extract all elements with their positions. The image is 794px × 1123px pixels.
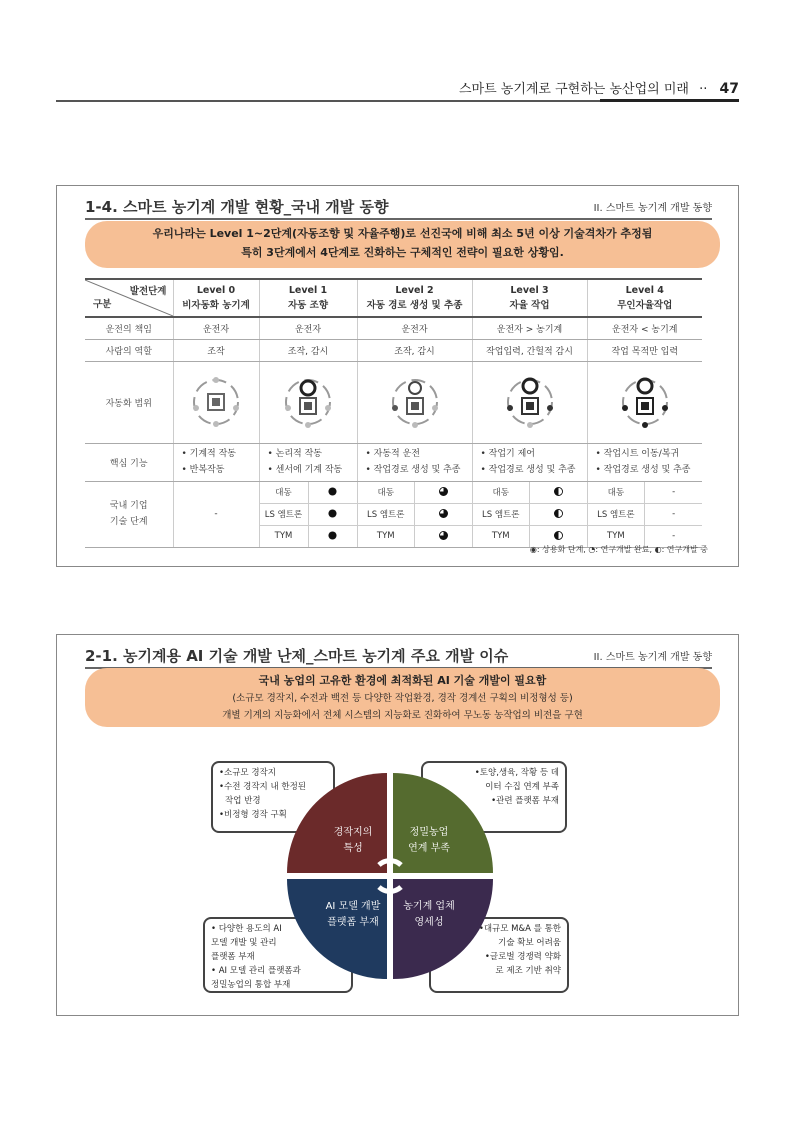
quadrant-label-line: 특성 [343, 843, 363, 854]
level-header [173, 279, 259, 317]
company-name: 대동 [588, 482, 645, 504]
core-function-cell: • 논리적 작동 • 센서에 기계 작동 [259, 443, 357, 481]
core-function-item: 작업경로 생성 및 추종 [603, 465, 691, 475]
unmanned-autonomous-icon [615, 372, 675, 432]
company-table [358, 482, 472, 547]
separator: ·· [699, 82, 708, 97]
company-row [260, 482, 357, 504]
quadrant-label-line: 농기계 업체 [403, 901, 455, 912]
level-header [357, 279, 472, 317]
table-header-row [85, 279, 702, 317]
note-line: 정밀농업의 통합 부재 [211, 980, 291, 990]
summary-banner [85, 668, 720, 727]
slide-title: 1-4. 스마트 농기계 개발 현황_국내 개발 동향 [85, 198, 389, 216]
row-label: 사람의 역할 [85, 339, 173, 361]
company-name: LS 엠트론 [260, 503, 309, 525]
company-table [260, 482, 357, 547]
quadrant-label-line: 영세성 [414, 917, 444, 928]
company-row [588, 503, 703, 525]
row-label [85, 481, 173, 547]
status-value: - [645, 503, 702, 525]
core-function-item: 논리적 작동 [275, 449, 323, 459]
automation-scope-cell [472, 361, 587, 443]
status-value: - [645, 525, 702, 547]
quadrant-label-ai-platform [313, 899, 393, 931]
table-cell: 운전자 [357, 317, 472, 339]
status-icon [415, 503, 472, 525]
company-name: 대동 [260, 482, 309, 504]
note-line: 로 제조 기반 취약 [495, 966, 561, 976]
rd-complete-icon [439, 531, 448, 540]
company-row [358, 525, 472, 547]
table-row [85, 317, 702, 339]
corner-top-label: 발전단계 [129, 286, 167, 297]
note-line: 모델 개발 및 관리 [211, 938, 277, 948]
table-row [85, 443, 702, 481]
rd-complete-icon [439, 509, 448, 518]
slide-title: 2-1. 농기계용 AI 기술 개발 난제_스마트 농기계 주요 개발 이슈 [85, 647, 509, 665]
note-line: •관련 플랫폼 부재 [491, 796, 559, 806]
company-row [588, 482, 703, 504]
quadrant-label-line: 플랫폼 부재 [327, 917, 379, 928]
quadrant-label-line: AI 모델 개발 [325, 901, 381, 912]
company-row [358, 503, 472, 525]
status-icon [308, 482, 357, 504]
level-name: 비자동화 농기계 [182, 300, 250, 311]
table-cell: 운전자 < 농기계 [587, 317, 702, 339]
company-name: LS 엠트론 [358, 503, 415, 525]
steering-wheel-chip-icon [278, 372, 338, 432]
table-cell: 작업입력, 간헐적 감시 [472, 339, 587, 361]
chip-cycle-icon [186, 372, 246, 432]
core-function-item: 센서에 기계 작동 [275, 465, 343, 475]
quadrant-label-precision-ag [389, 825, 469, 857]
core-function-item: 자동적 운전 [373, 449, 421, 459]
note-line: •토양,생육, 작황 등 데 [474, 768, 559, 778]
status-icon [415, 482, 472, 504]
company-table [588, 482, 703, 547]
quadrant-farmland [287, 773, 387, 873]
development-stage-table [85, 278, 702, 548]
note-line: •대규모 M&A 를 통한 [478, 924, 561, 934]
page-number: 47 [719, 81, 739, 97]
note-line: • 다양한 용도의 AI [211, 924, 282, 934]
table-row [85, 481, 702, 547]
row-label-line: 국내 기업 [109, 501, 148, 511]
slide-domestic-trends [56, 185, 739, 567]
level-name: 무인자율작업 [617, 300, 673, 311]
quadrant-label-line: 정밀농업 [409, 827, 449, 838]
core-function-cell: • 작업시트 이동/복귀 • 작업경로 생성 및 추종 [587, 443, 702, 481]
status-legend: ◉: 상용화 단계, ◔: 연구개발 완료, ◐: 연구개발 중 [529, 545, 708, 554]
path-generation-icon [385, 372, 445, 432]
company-row [260, 525, 357, 547]
note-line: •글로벌 경쟁력 약화 [484, 952, 561, 962]
company-table [473, 482, 587, 547]
commercialized-icon [328, 487, 337, 496]
table-cell: 운전자 > 농기계 [472, 317, 587, 339]
row-label: 핵심 기능 [85, 443, 173, 481]
core-function-item: 기계적 작동 [189, 449, 237, 459]
banner-sub-line: 개별 기계의 지능화에서 전체 시스템의 지능화로 진화하여 무노동 농작업의 비전을 구현 [222, 710, 583, 721]
banner-sub-line: (소규모 경작지, 수전과 백전 등 다양한 작업환경, 경작 경계선 구획의 비정형성 등) [232, 693, 573, 704]
automation-scope-cell [587, 361, 702, 443]
company-name: TYM [491, 531, 510, 541]
status-icon [308, 503, 357, 525]
table-row [85, 361, 702, 443]
note-line: •소규모 경작지 [219, 768, 276, 778]
company-status-cell [587, 481, 702, 547]
core-function-cell: • 작업기 제어 • 작업경로 생성 및 추종 [472, 443, 587, 481]
rd-in-progress-icon [554, 487, 563, 496]
core-function-item: 반복작동 [189, 465, 225, 475]
table-cell: - [173, 481, 259, 547]
core-function-cell: • 자동적 운전 • 작업경로 생성 및 추종 [357, 443, 472, 481]
core-function-item: 작업경로 생성 및 추종 [373, 465, 461, 475]
level-header [472, 279, 587, 317]
cycle-arrows-icon [379, 861, 401, 892]
slide-ai-issues [56, 634, 739, 1016]
table-row [85, 339, 702, 361]
rd-in-progress-icon [554, 509, 563, 518]
company-row [358, 482, 472, 504]
corner-bottom-label: 구분 [93, 299, 112, 310]
banner-line: 우리나라는 Level 1~2단계(자동조향 및 자율주행)로 선진국에 비해 최소 5년 이상 기술격차가 추정됨 [152, 227, 653, 240]
company-status-cell [357, 481, 472, 547]
rd-complete-icon [439, 487, 448, 496]
commercialized-icon [328, 509, 337, 518]
table-cell: 작업 목적만 입력 [587, 339, 702, 361]
note-line: 플랫폼 부재 [211, 952, 255, 962]
level-number: Level 3 [510, 285, 549, 296]
table-cell: 운전자 [173, 317, 259, 339]
automation-scope-cell [357, 361, 472, 443]
level-number: Level 0 [196, 285, 236, 296]
note-line: 기술 확보 어려움 [498, 938, 561, 948]
quadrant-label-manufacturers [389, 899, 469, 931]
quadrant-label-line: 경작지의 [333, 827, 373, 838]
company-name: 대동 [473, 482, 530, 504]
level-name: 자동 경로 생성 및 추종 [366, 300, 463, 311]
core-function-item: 작업경로 생성 및 추종 [488, 465, 576, 475]
note-line: •수전 경작지 내 한정된 [219, 782, 307, 792]
title-rule [85, 218, 712, 220]
table-cell: 운전자 [259, 317, 357, 339]
company-status-cell [472, 481, 587, 547]
header-accent-rule [600, 99, 739, 102]
row-label-line: 기술 단계 [109, 517, 148, 527]
status-icon [415, 525, 472, 547]
company-name: TYM [607, 531, 625, 541]
level-number: Level 4 [625, 285, 664, 296]
level-header [259, 279, 357, 317]
level-number: Level 2 [395, 285, 434, 296]
row-label: 운전의 책임 [85, 317, 173, 339]
level-name: 자동 조향 [287, 300, 328, 311]
banner-line: 특히 3단계에서 4단계로 진화하는 구체적인 전략이 필요한 상황임. [241, 246, 564, 259]
quadrant-precision-ag [393, 773, 493, 873]
commercialized-icon [328, 531, 337, 540]
company-name: LS 엠트론 [473, 503, 530, 525]
note-line: • AI 모델 관리 플랫폼과 [211, 966, 301, 976]
company-name: LS 엠트론 [588, 503, 645, 525]
table-cell: 조작 [173, 339, 259, 361]
core-function-item: 작업시트 이동/복귀 [603, 449, 680, 459]
status-icon [530, 482, 587, 504]
note-line: •비정형 경작 구획 [219, 810, 287, 820]
company-row [260, 503, 357, 525]
level-header [587, 279, 702, 317]
issue-quadrant-diagram [287, 773, 493, 979]
autonomous-work-icon [500, 372, 560, 432]
slide-section-label: II. 스마트 농기계 개발 동향 [593, 203, 712, 214]
core-function-item: 작업기 제어 [488, 449, 536, 459]
corner-header [85, 279, 173, 317]
banner-main-line: 국내 농업의 고유한 환경에 최적화된 AI 기술 개발이 필요함 [258, 674, 547, 687]
slide-section-label: II. 스마트 농기계 개발 동향 [593, 652, 712, 663]
company-name: 대동 [358, 482, 415, 504]
automation-scope-cell [173, 361, 259, 443]
note-line: 이터 수집 연계 부족 [485, 782, 559, 792]
note-line: 작업 반경 [225, 796, 261, 806]
rd-in-progress-icon [554, 531, 563, 540]
company-status-cell [259, 481, 357, 547]
book-title: 스마트 농기계로 구현하는 농산업의 미래 [458, 82, 689, 97]
automation-scope-cell [259, 361, 357, 443]
company-name: TYM [376, 531, 395, 541]
table-cell: 조작, 감시 [357, 339, 472, 361]
company-row [473, 482, 587, 504]
table-cell: 조작, 감시 [259, 339, 357, 361]
level-number: Level 1 [288, 285, 328, 296]
status-icon [308, 525, 357, 547]
quadrant-label-farmland [313, 825, 393, 857]
status-icon [530, 503, 587, 525]
summary-banner [85, 221, 720, 268]
company-row [473, 503, 587, 525]
company-name: TYM [274, 531, 293, 541]
running-header-text [459, 78, 739, 97]
level-name: 자율 작업 [509, 300, 550, 311]
row-label: 자동화 범위 [85, 361, 173, 443]
quadrant-label-line: 연계 부족 [408, 843, 450, 854]
core-function-cell: • 기계적 작동 • 반복작동 [173, 443, 259, 481]
status-value: - [645, 482, 702, 504]
